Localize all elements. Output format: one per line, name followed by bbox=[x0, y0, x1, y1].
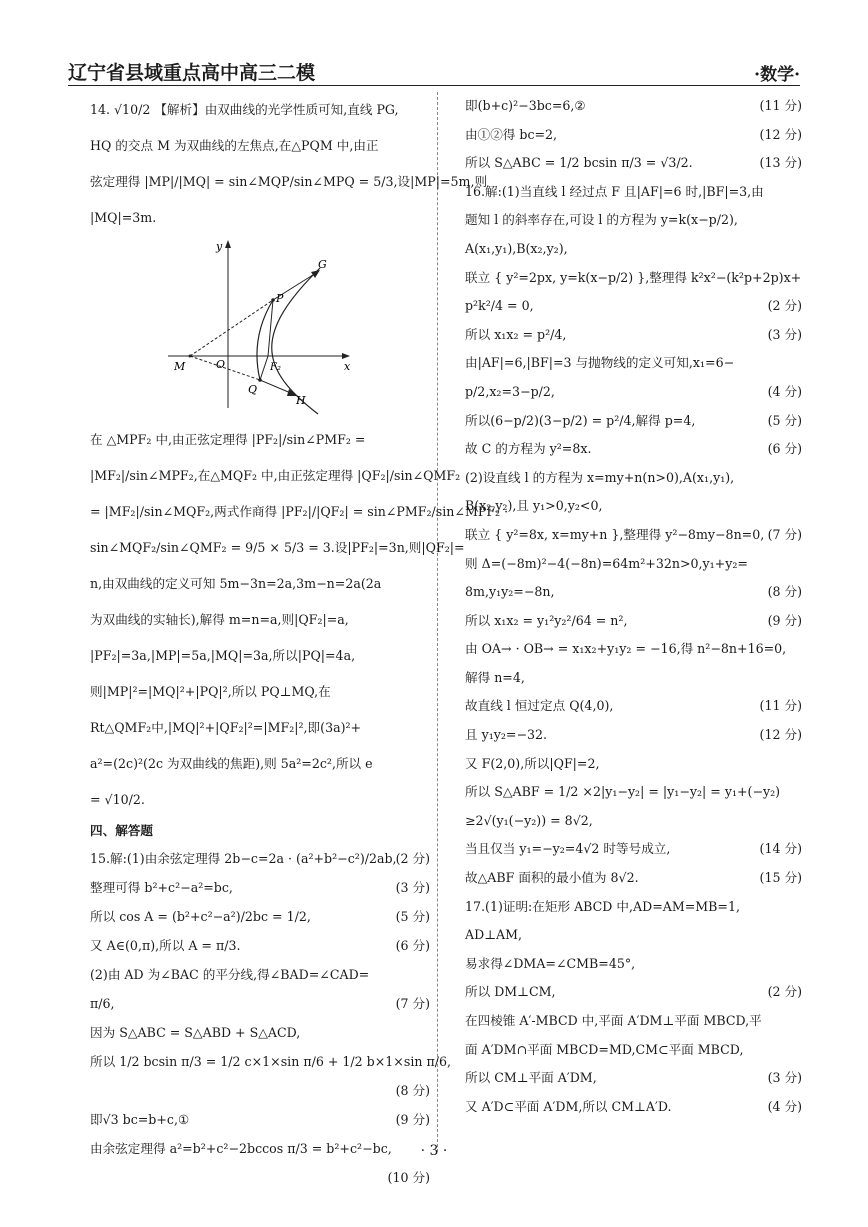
text-line: 弦定理得 |MP|/|MQ| = sin∠MQP/sin∠MPQ = 5/3,设|MP|=5m,则 bbox=[90, 174, 488, 189]
solution-line bbox=[90, 989, 430, 1018]
page-header bbox=[68, 58, 800, 84]
solution-line bbox=[90, 1076, 430, 1105]
solution-line bbox=[90, 931, 430, 960]
solution-line bbox=[90, 873, 430, 902]
line-text: 所以 DM⊥CM, bbox=[465, 984, 556, 1000]
solution-line bbox=[90, 960, 430, 989]
line-text: 所以 1/2 bcsin π/3 = 1/2 c×1×sin π/6 + 1/2 b×1×sin π/6, bbox=[90, 1053, 452, 1069]
text-line: = √10/2. bbox=[90, 792, 145, 807]
solution-line bbox=[465, 692, 802, 721]
line-text: (2)设直线 l 的方程为 x=my+n(n>0),A(x₁,y₁), bbox=[465, 469, 735, 485]
solution-line bbox=[465, 778, 802, 807]
text-line: |MF₂|/sin∠MPF₂,在△MQF₂ 中,由正弦定理得 |QF₂|/sin∠QMF₂ bbox=[90, 468, 461, 483]
line-text: 解得 n=4, bbox=[465, 669, 525, 685]
label-h: H bbox=[296, 394, 306, 407]
hyperbola-diagram bbox=[168, 238, 358, 420]
label-o: O bbox=[216, 358, 226, 371]
label-q: Q bbox=[248, 383, 258, 396]
q15-solution bbox=[90, 844, 452, 1192]
line-text: 又 F(2,0),所以|QF|=2, bbox=[465, 755, 600, 771]
label-x: x bbox=[344, 360, 351, 373]
score-mark: (2 分) bbox=[767, 298, 802, 314]
solution-line bbox=[465, 1036, 802, 1065]
line-text: 易求得∠DMA=∠CMB=45°, bbox=[465, 955, 636, 971]
solution-line bbox=[465, 807, 802, 836]
solution-line bbox=[465, 235, 802, 264]
label-f2: F₂ bbox=[270, 362, 281, 373]
solution-line bbox=[465, 950, 802, 979]
score-mark: (14 分) bbox=[759, 841, 802, 857]
text-line: a²=(2c)²(2c 为双曲线的焦距),则 5a²=2c²,所以 e bbox=[90, 756, 373, 771]
line-text: 联立 { y²=8x, x=my+n },整理得 y²−8my−8n=0, bbox=[465, 526, 765, 542]
solution-line bbox=[465, 492, 802, 521]
solution-line bbox=[465, 92, 802, 121]
solution-line bbox=[465, 835, 802, 864]
score-mark: (9 分) bbox=[767, 612, 802, 628]
text-line: Rt△QMF₂中,|MQ|²+|QF₂|²=|MF₂|²,即(3a)²+ bbox=[90, 720, 362, 735]
subject-label: ·数学· bbox=[754, 65, 800, 85]
score-mark: (11 分) bbox=[759, 98, 802, 113]
line-text: 题知 l 的斜率存在,可设 l 的方程为 y=k(x−p/2), bbox=[465, 212, 738, 228]
line-text: A(x₁,y₁),B(x₂,y₂), bbox=[465, 240, 568, 256]
y-axis-arrow bbox=[225, 240, 231, 248]
score-mark: (6 分) bbox=[395, 937, 430, 953]
line-text: 所以 S△ABF = 1/2 ×2|y₁−y₂| = |y₁−y₂| = y₁+(−y₂) bbox=[465, 784, 781, 800]
text-line: 在 △MPF₂ 中,由正弦定理得 |PF₂|/sin∠PMF₂ = bbox=[90, 432, 366, 447]
score-mark: (13 分) bbox=[759, 155, 802, 171]
line-text: 所以 CM⊥平面 A′DM, bbox=[465, 1070, 597, 1086]
q15-q17-solutions bbox=[465, 92, 802, 1121]
text-line: 14. √10/2 【解析】由双曲线的光学性质可知,直线 PG, bbox=[90, 102, 399, 117]
line-text: 则 Δ=(−8m)²−4(−8n)=64m²+32n>0,y₁+y₂= bbox=[465, 555, 748, 571]
line-text: 故直线 l 恒过定点 Q(4,0), bbox=[465, 698, 614, 714]
score-mark: (4 分) bbox=[767, 383, 802, 399]
solution-line bbox=[465, 206, 802, 235]
line-text: 由 OA→ · OB→ = x₁x₂+y₁y₂ = −16,得 n²−8n+16=0, bbox=[465, 641, 787, 657]
solution-line bbox=[465, 864, 802, 893]
line-text: 由①②得 bc=2, bbox=[465, 126, 558, 142]
exam-title: 辽宁省县域重点高中高三二模 bbox=[68, 62, 316, 84]
solution-line bbox=[465, 635, 802, 664]
score-mark: (10 分) bbox=[387, 1169, 430, 1185]
point-q bbox=[258, 378, 262, 382]
line-text: 在四棱锥 A′-MBCD 中,平面 A′DM⊥平面 MBCD,平 bbox=[465, 1013, 762, 1028]
score-mark: (3 分) bbox=[767, 326, 802, 342]
line-text: (2)由 AD 为∠BAC 的平分线,得∠BAD=∠CAD= bbox=[90, 966, 370, 982]
solution-line bbox=[465, 721, 802, 750]
solution-line bbox=[465, 578, 802, 607]
solution-line bbox=[465, 149, 802, 178]
line-text: 16.解:(1)当直线 l 经过点 F 且|AF|=6 时,|BF|=3,由 bbox=[465, 183, 764, 199]
solution-line bbox=[465, 121, 802, 150]
solution-line bbox=[465, 978, 802, 1007]
line-text: 所以 x₁x₂ = p²/4, bbox=[465, 326, 567, 342]
line-text: 联立 { y²=2px, y=k(x−p/2) },整理得 k²x²−(k²p+2p)x+ bbox=[465, 269, 802, 285]
line-text: π/6, bbox=[90, 995, 115, 1011]
solution-line bbox=[90, 1163, 430, 1192]
score-mark: (11 分) bbox=[759, 698, 802, 714]
line-text: 所以 cos A = (b²+c²−a²)/2bc = 1/2, bbox=[90, 908, 311, 924]
x-axis-arrow bbox=[342, 353, 350, 359]
line-text: p²k²/4 = 0, bbox=[465, 298, 534, 314]
text-line: 则|MP|²=|MQ|²+|PQ|²,所以 PQ⊥MQ,在 bbox=[90, 684, 331, 699]
text-line: 为双曲线的实轴长),解得 m=n=a,则|QF₂|=a, bbox=[90, 612, 349, 627]
score-mark: (8 分) bbox=[767, 584, 802, 600]
solution-line bbox=[90, 1018, 430, 1047]
line-text: 17.(1)证明:在矩形 ABCD 中,AD=AM=MB=1, bbox=[465, 898, 741, 914]
line-text: 即√3 bc=b+c,① bbox=[90, 1111, 190, 1127]
text-line: |MQ|=3m. bbox=[90, 210, 157, 225]
score-mark: (5 分) bbox=[767, 412, 802, 428]
score-mark: (5 分) bbox=[395, 908, 430, 924]
label-m: M bbox=[174, 360, 186, 373]
solution-line bbox=[90, 1105, 430, 1134]
hyperbola-figure bbox=[90, 236, 430, 422]
line-text: ≥2√(y₁(−y₂)) = 8√2, bbox=[465, 812, 593, 828]
text-line: = |MF₂|/sin∠MQF₂,两式作商得 |PF₂|/|QF₂| = sin∠PMF₂/sin∠MPF₂ · bbox=[90, 504, 509, 519]
line-text: 又 A∈(0,π),所以 A = π/3. bbox=[90, 937, 241, 953]
header-rule bbox=[68, 85, 800, 86]
line-text: 所以 x₁x₂ = y₁²y₂²/64 = n², bbox=[465, 612, 628, 628]
score-mark: (3 分) bbox=[767, 1070, 802, 1086]
hyperbola-branch bbox=[272, 268, 320, 414]
line-text: 故 C 的方程为 y²=8x. bbox=[465, 441, 592, 457]
solution-line bbox=[465, 407, 802, 436]
line-text: 又 A′D⊂平面 A′DM,所以 CM⊥A′D. bbox=[465, 1098, 672, 1114]
column-divider bbox=[437, 92, 438, 1152]
label-g: G bbox=[318, 258, 327, 271]
solution-line bbox=[90, 1047, 452, 1076]
section-title: 四、解答题 bbox=[90, 823, 153, 838]
solution-line bbox=[465, 435, 802, 464]
score-mark: (7 分) bbox=[767, 526, 802, 542]
solution-line bbox=[465, 1093, 802, 1122]
label-y: y bbox=[216, 240, 223, 253]
score-mark: (15 分) bbox=[759, 870, 802, 886]
solution-line bbox=[465, 893, 802, 922]
line-text: p/2,x₂=3−p/2, bbox=[465, 383, 555, 399]
solution-line bbox=[465, 921, 802, 950]
score-mark: (12 分) bbox=[759, 126, 802, 142]
q14-solution-part1 bbox=[90, 92, 488, 236]
line-text: 即(b+c)²−3bc=6,② bbox=[465, 98, 586, 113]
solution-line bbox=[465, 178, 802, 207]
score-mark: (2 分) bbox=[767, 984, 802, 1000]
line-text: B(x₂,y₂),且 y₁>0,y₂<0, bbox=[465, 498, 603, 514]
ray-pg-arrow bbox=[311, 270, 320, 278]
segment-f2q bbox=[260, 356, 268, 380]
text-line: HQ 的交点 M 为双曲线的左焦点,在△PQM 中,由正 bbox=[90, 138, 379, 153]
score-mark: (6 分) bbox=[767, 441, 802, 457]
text-line: |PF₂|=3a,|MP|=5a,|MQ|=3a,所以|PQ|=4a, bbox=[90, 648, 356, 663]
solution-line bbox=[465, 349, 802, 378]
line-text: 所以 S△ABC = 1/2 bcsin π/3 = √3/2. bbox=[465, 155, 693, 171]
solution-line bbox=[90, 844, 430, 873]
solution-line bbox=[465, 607, 802, 636]
solution-line bbox=[90, 902, 430, 931]
score-mark: (12 分) bbox=[759, 727, 802, 743]
line-text: AD⊥AM, bbox=[465, 927, 523, 943]
page-number: · 3 · bbox=[420, 1143, 448, 1159]
solution-line bbox=[465, 1064, 802, 1093]
solution-line bbox=[465, 378, 802, 407]
line-text: 15.解:(1)由余弦定理得 2b−c=2a · (a²+b²−c²)/2ab, bbox=[90, 850, 397, 866]
line-text: 整理可得 b²+c²−a²=bc, bbox=[90, 879, 233, 895]
score-mark: (4 分) bbox=[767, 1098, 802, 1114]
score-mark: (2 分) bbox=[395, 850, 430, 866]
solution-line bbox=[465, 521, 802, 550]
line-text: 面 A′DM∩平面 MBCD=MD,CM⊂平面 MBCD, bbox=[465, 1041, 744, 1057]
solution-line bbox=[465, 1007, 802, 1036]
score-mark: (8 分) bbox=[395, 1082, 430, 1098]
solution-line bbox=[465, 464, 802, 493]
solution-line bbox=[465, 750, 802, 779]
line-text: 由|AF|=6,|BF|=3 与抛物线的定义可知,x₁=6− bbox=[465, 355, 735, 371]
right-column bbox=[465, 92, 802, 1121]
line-text: 且 y₁y₂=−32. bbox=[465, 727, 548, 743]
line-text: 因为 S△ABC = S△ABD + S△ACD, bbox=[90, 1024, 301, 1040]
solution-line bbox=[465, 321, 802, 350]
line-text: 8m,y₁y₂=−8n, bbox=[465, 584, 555, 600]
point-p bbox=[271, 298, 275, 302]
label-p: P bbox=[276, 292, 284, 305]
line-text: 故△ABF 面积的最小值为 8√2. bbox=[465, 870, 639, 886]
line-text: 由余弦定理得 a²=b²+c²−2bccos π/3 = b²+c²−bc, bbox=[90, 1140, 392, 1156]
text-line: sin∠MQF₂/sin∠QMF₂ = 9/5 × 5/3 = 3.设|PF₂|=3n,则|QF₂|= bbox=[90, 540, 465, 555]
text-line: n,由双曲线的定义可知 5m−3n=2a,3m−n=2a(2a bbox=[90, 576, 382, 591]
line-text: 当且仅当 y₁=−y₂=4√2 时等号成立, bbox=[465, 841, 671, 857]
line-text: 所以(6−p/2)(3−p/2) = p²/4,解得 p=4, bbox=[465, 412, 696, 428]
solution-line bbox=[465, 264, 802, 293]
score-mark: (9 分) bbox=[395, 1111, 430, 1127]
solution-line bbox=[465, 550, 802, 579]
solution-line bbox=[465, 292, 802, 321]
score-mark: (7 分) bbox=[395, 995, 430, 1011]
score-mark: (3 分) bbox=[395, 879, 430, 895]
solution-line bbox=[465, 664, 802, 693]
point-m bbox=[189, 355, 192, 358]
